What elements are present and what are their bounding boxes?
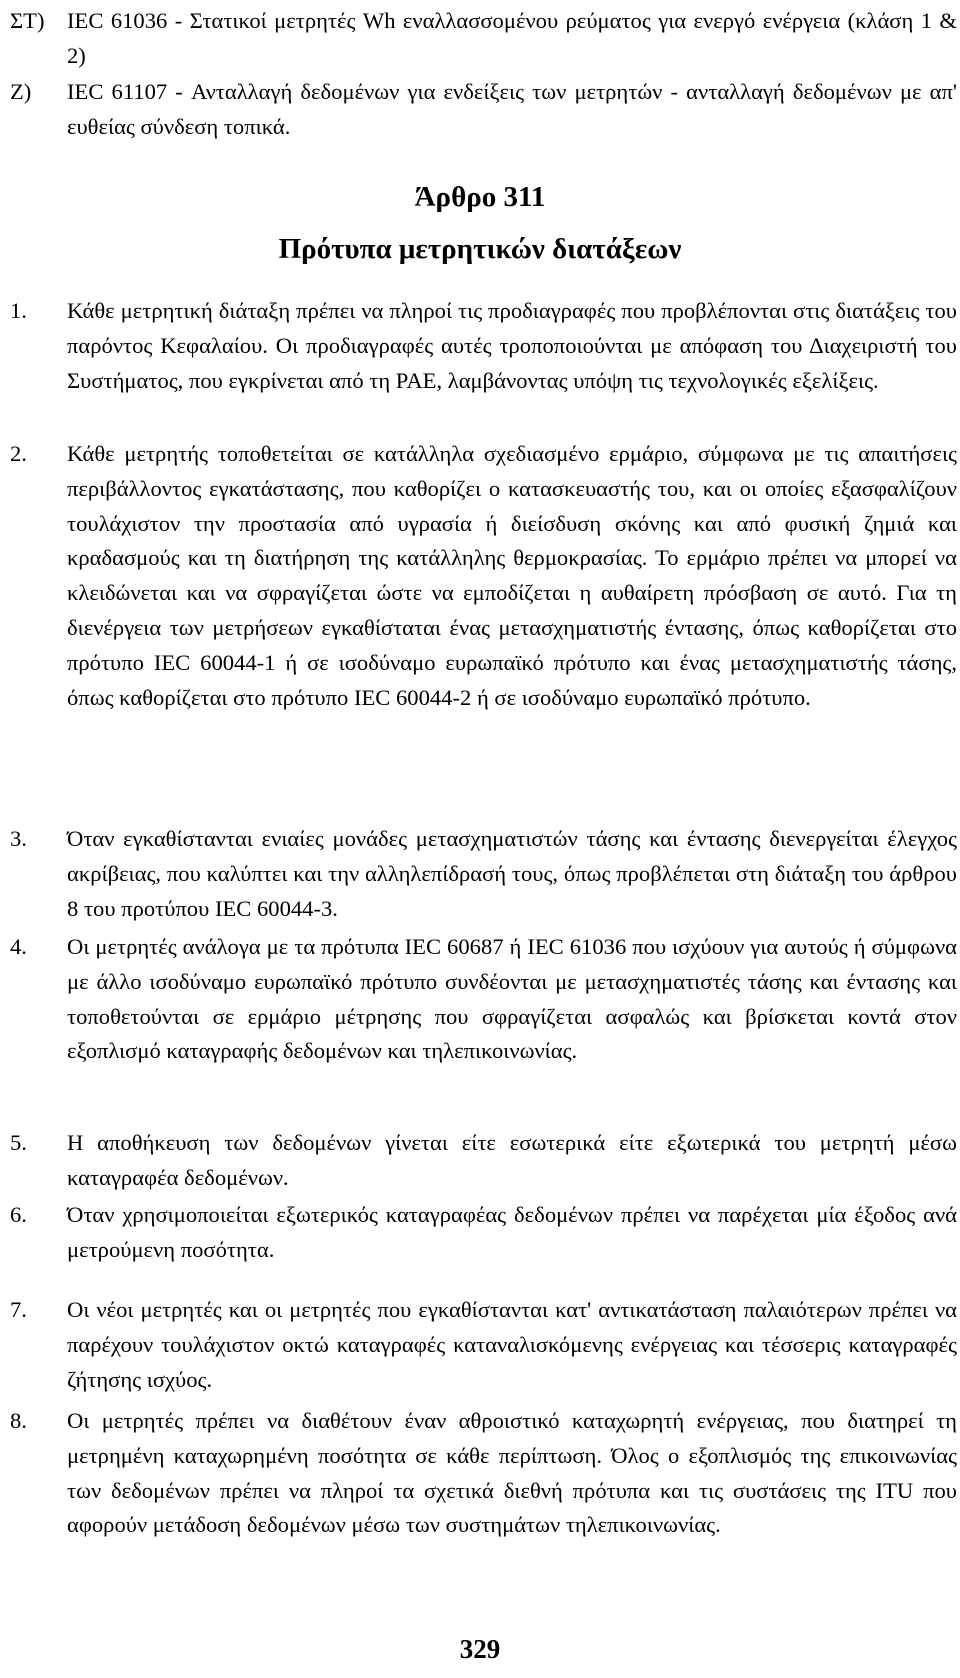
paragraph-text: Κάθε μετρητική διάταξη πρέπει να πληροί τις προδιαγραφές που προβλέπονται στις διατάξεις του παρόντος Κεφαλαίου. Οι προδιαγραφές αυτές τροποποιούνται με απόφαση του Διαχειριστή του Συστήματος, που εγκρίνεται από τη ΡΑΕ, λαμβάνοντας υπόψη τις τεχνολογικές εξελίξεις. <box>67 298 957 393</box>
paragraph-text: Οι μετρητές ανάλογα με τα πρότυπα IEC 60687 ή IEC 61036 που ισχύουν για αυτούς ή σύμφωνα με άλλο ισοδύναμο ευρωπαϊκό πρότυπο συνδέονται με μετασχηματιστές τάσης και έντασης και τοποθετούνται σε ερμάριο μέτρησης που σφραγίζεται ασφαλώς και βρίσκεται κοντά στον εξοπλισμό καταγραφής δεδομένων και τηλεπικοινωνίας. <box>67 934 957 1064</box>
paragraph-number: 7. <box>10 1297 27 1322</box>
paragraph-text: Όταν εγκαθίστανται ενιαίες μονάδες μετασχηματιστών τάσης και έντασης διενεργείται έλεγχος ακρίβειας, που καλύπτει και την αλληλεπίδρασή τους, όπως προβλέπεται στη διάταξη του άρθρου 8 του προτύπου IEC 60044-3. <box>67 826 957 921</box>
page-number: 329 <box>459 1634 501 1664</box>
paragraph-text: Κάθε μετρητής τοποθετείται σε κατάλληλα σχεδιασμένο ερμάριο, σύμφωνα με τις απαιτήσεις περιβάλλοντος εγκατάστασης, που καθορίζει ο κατασκευαστής του, και οι οποίες εξασφαλίζουν τουλάχιστον την προστασία από υγρασία ή διείσδυση σκόνης και από φυσική ζημιά και κραδασμούς και τη διατήρηση της κατάλληλης θερμοκρασίας. Το ερμάριο πρέπει να μπορεί να κλειδώνεται και να σφραγίζεται ώστε να εμποδίζεται η αυθαίρετη πρόσβαση σε αυτό. Για τη διενέργεια των μετρήσεων εγκαθίσταται ένας μετασχηματιστής έντασης, όπως καθορίζεται στο πρότυπο IEC 60044-1 ή σε ισοδύναμο ευρωπαϊκό πρότυπο και ένας μετασχηματιστής τάσης, όπως καθορίζεται στο πρότυπο IEC 60044-2 ή σε ισοδύναμο ευρωπαϊκό πρότυπο. <box>67 441 957 710</box>
paragraph-number: 2. <box>10 441 27 466</box>
list-item-text: IEC 61036 - Στατικοί μετρητές Wh εναλλασσομένου ρεύματος για ενεργό ενέργεια (κλάση 1 & 2) <box>67 8 957 68</box>
article-number: Άρθρο 311 <box>414 181 546 213</box>
list-item-text: IEC 61107 - Ανταλλαγή δεδομένων για ενδείξεις των μετρητών - ανταλλαγή δεδομένων με απ' ευθείας σύνδεση τοπικά. <box>67 79 957 139</box>
paragraph-number: 4. <box>10 934 27 959</box>
paragraph-number: 8. <box>10 1408 27 1433</box>
article-title: Πρότυπα μετρητικών διατάξεων <box>278 233 682 265</box>
paragraph-text: Όταν χρησιμοποιείται εξωτερικός καταγραφέας δεδομένων πρέπει να παρέχεται μία έξοδος ανά μετρούμενη ποσότητα. <box>67 1202 957 1262</box>
paragraph-text: Η αποθήκευση των δεδομένων γίνεται είτε εσωτερικά είτε εξωτερικά του μετρητή μέσω καταγραφέα δεδομένων. <box>67 1130 957 1190</box>
paragraph-text: Οι μετρητές πρέπει να διαθέτουν έναν αθροιστικό καταχωρητή ενέργειας, που διατηρεί τη μετρημένη καταχωρημένη ποσότητα σε κάθε περίπτωση. Όλος ο εξοπλισμός της επικοινωνίας των δεδομένων πρέπει να πληροί τα σχετικά διεθνή πρότυπα και τις συστάσεις της ITU που αφορούν μετάδοση δεδομένων μέσω των συστημάτων τηλεπικοινωνίας. <box>67 1408 957 1538</box>
list-marker: ΣΤ) <box>10 8 45 33</box>
paragraph-text: Οι νέοι μετρητές και οι μετρητές που εγκαθίστανται κατ' αντικατάσταση παλαιότερων πρέπει να παρέχουν τουλάχιστον οκτώ καταγραφές καταναλισκόμενης ενέργειας και τέσσερις καταγραφές ζήτησης ισχύος. <box>67 1297 957 1392</box>
list-marker: Ζ) <box>10 79 32 104</box>
paragraph-number: 1. <box>10 298 27 323</box>
paragraph-number: 3. <box>10 826 27 851</box>
paragraph-number: 6. <box>10 1202 27 1227</box>
paragraph-number: 5. <box>10 1130 27 1155</box>
